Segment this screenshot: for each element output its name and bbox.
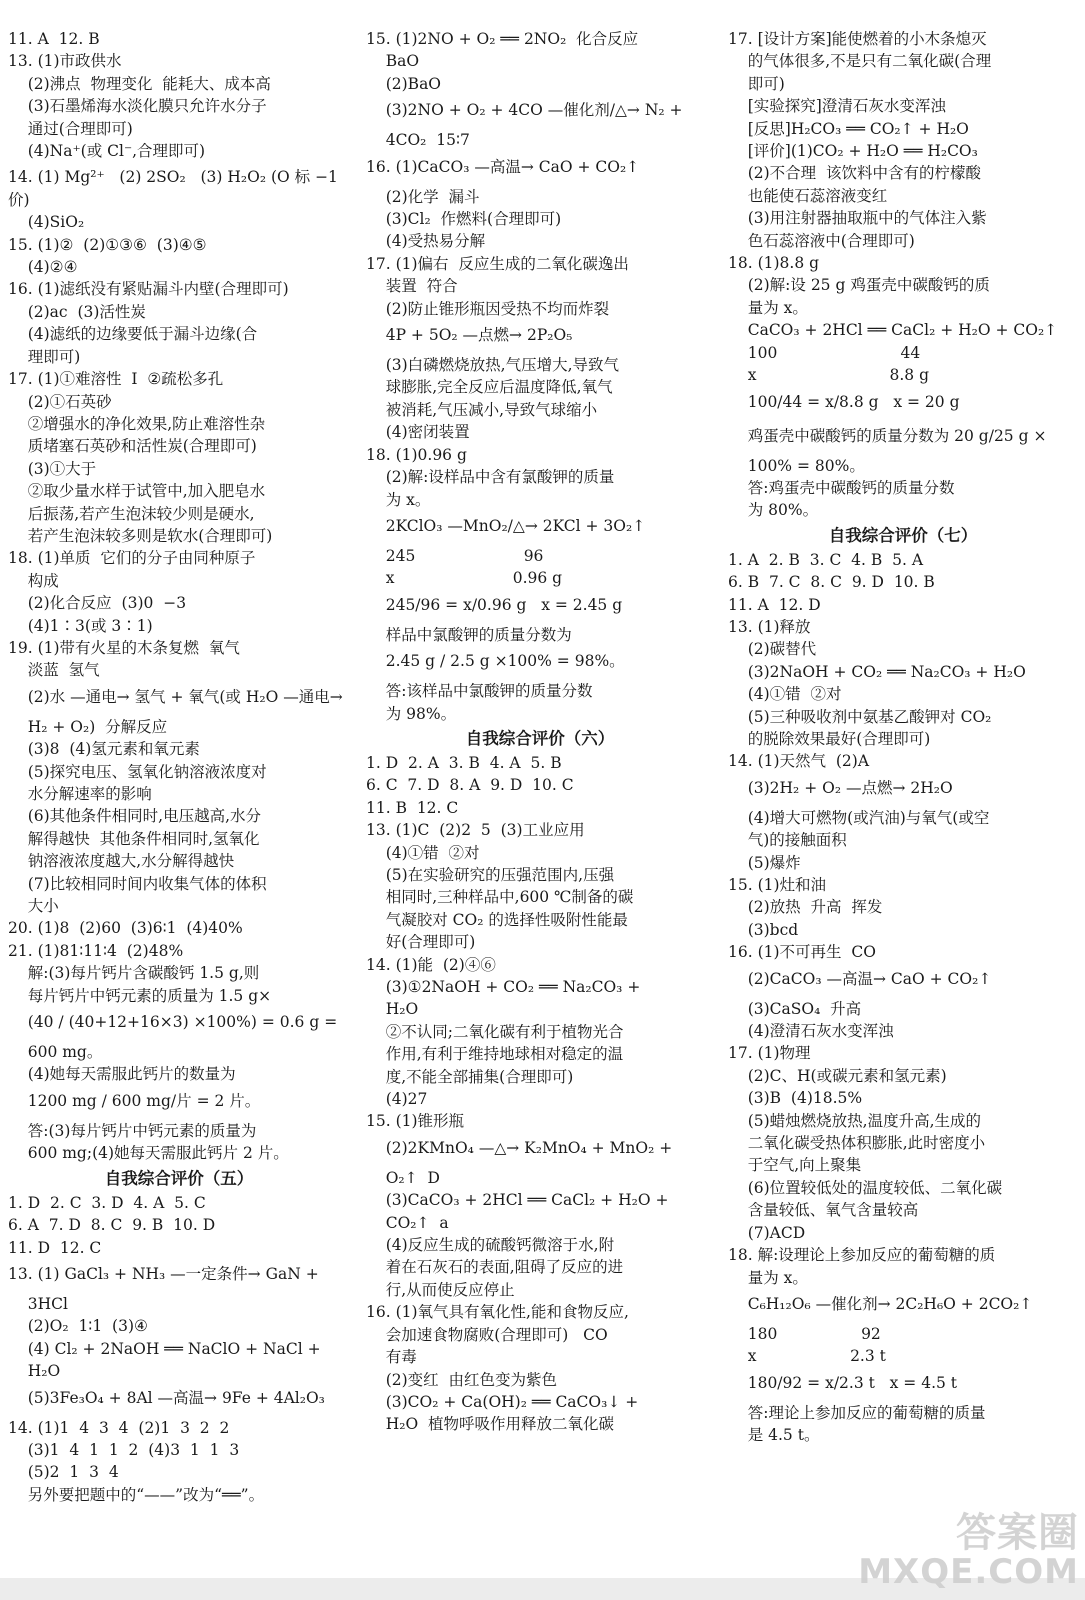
answer-line: 600 mg。 <box>8 1043 103 1062</box>
answer-line: (4)1∶3(或 3∶1) <box>8 616 153 635</box>
answer-line: 装置 符合 <box>366 277 458 296</box>
answer-line: 14. (1)1 4 3 4 (2)1 3 2 2 <box>8 1418 230 1437</box>
answer-line: 为 98%。 <box>366 704 457 723</box>
answer-line: 于空气,向上聚集 <box>728 1156 862 1175</box>
answer-line: (3)1 4 1 1 2 (4)3 1 1 3 <box>8 1440 240 1459</box>
answer-line: 6. B 7. C 8. C 9. D 10. B <box>728 573 935 592</box>
answer-line: x 2.3 t <box>728 1347 886 1366</box>
answer-line: (5)爆炸 <box>728 853 801 872</box>
answer-line: (2)碳替代 <box>728 640 817 659</box>
answer-line: 通过(合理即可) <box>8 119 133 138</box>
answer-line: (3)白磷燃烧放热,气压增大,导致气 <box>366 356 620 375</box>
answer-line: (6)其他条件相同时,电压越高,水分 <box>8 807 262 826</box>
answer-line: 16. (1)CaCO₃ —高温→ CaO + CO₂↑ <box>366 157 640 176</box>
answer-line: 气凝胶对 CO₂ 的选择性吸附性能最 <box>366 910 628 929</box>
answer-line: 13. (1)市政供水 <box>8 52 122 71</box>
answer-line: 21. (1)81∶11∶4 (2)48% <box>8 941 184 960</box>
answer-line: H₂ + O₂) 分解反应 <box>8 717 168 736</box>
answer-line: x 0.96 g <box>366 569 563 588</box>
section-heading: 自我综合评价（五） <box>104 1168 254 1188</box>
answer-line: (2)不合理 该饮料中含有的柠檬酸 <box>728 164 982 183</box>
answer-line: ②增强水的净化效果,防止难溶性杂 <box>8 414 266 433</box>
answer-line: (7)比较相同时间内收集气体的体积 <box>8 874 267 893</box>
answer-line: 15. (1)② (2)①③⑥ (3)④⑤ <box>8 235 207 254</box>
answer-line: 19. (1)带有火星的木条复燃 氧气 <box>8 638 240 657</box>
answer-line: (6)位置较低处的温度较低、二氧化碳 <box>728 1178 1003 1197</box>
answer-line: 13. (1)C (2)2 5 (3)工业应用 <box>366 821 585 840</box>
answer-line: 20. (1)8 (2)60 (3)6∶1 (4)40% <box>8 919 243 938</box>
site-watermark <box>858 1501 1079 1592</box>
watermark-url: MXQE.COM <box>858 1552 1079 1592</box>
answer-line: (3)B (4)18.5% <box>728 1089 863 1108</box>
answer-line: 100% = 80%。 <box>728 456 865 475</box>
answer-line: 答:(3)每片钙片中钙元素的质量为 <box>8 1121 257 1140</box>
answer-line: 二氧化碳受热体积膨胀,此时密度小 <box>728 1134 986 1153</box>
answer-line: 15. (1)2NO + O₂ ══ 2NO₂ 化合反应 <box>366 30 639 48</box>
answer-line: (7)ACD <box>728 1223 806 1242</box>
answer-line: 的脱除效果最好(合理即可) <box>728 729 931 748</box>
answer-line: (5)三种吸收剂中氨基乙酸钾对 CO₂ <box>728 707 992 726</box>
answer-line: 180 92 <box>728 1324 881 1343</box>
answer-line: 18. (1)8.8 g <box>728 254 820 273</box>
answer-line: 答:鸡蛋壳中碳酸钙的质量分数 <box>728 478 955 497</box>
answer-line: (2)ac (3)活性炭 <box>8 302 146 321</box>
answer-line: (2)2KMnO₄ —△→ K₂MnO₄ + MnO₂ + <box>366 1138 673 1157</box>
answer-line: (4)①错 ②对 <box>366 843 480 862</box>
answer-line: 6. C 7. D 8. A 9. D 10. C <box>366 776 574 795</box>
answer-line: 大小 <box>8 897 59 916</box>
answer-line: 也能使石蕊溶液变红 <box>728 186 888 205</box>
answer-line: 为 80%。 <box>728 501 819 520</box>
answer-line: 淡蓝 氢气 <box>8 661 100 680</box>
answer-line: 度,不能全部捕集(合理即可) <box>366 1067 574 1086</box>
watermark-logo-text: 答案圈 <box>956 1510 1079 1556</box>
section-heading: 自我综合评价（六） <box>465 728 615 748</box>
answer-line: BaO <box>366 52 420 71</box>
answer-line: H₂O 植物呼吸作用释放二氧化碳 <box>366 1415 615 1434</box>
answer-line: (3)CaSO₄ 升高 <box>728 999 862 1018</box>
answer-line: 球膨胀,完全反应后温度降低,氧气 <box>366 378 613 397</box>
answer-line: 1200 mg / 600 mg/片 = 2 片。 <box>8 1091 261 1110</box>
answer-line: (2)化合反应 (3)0 −3 <box>8 594 187 613</box>
answer-line: (3)2NaOH + CO₂ ══ Na₂CO₃ + H₂O <box>728 662 1026 681</box>
answer-line: 的气体很多,不是只有二氧化碳(合理 <box>728 52 992 71</box>
answer-line: 17. (1)偏右 反应生成的二氧化碳逸出 <box>366 254 629 273</box>
answer-line: 180/92 = x/2.3 t x = 4.5 t <box>728 1373 958 1392</box>
answer-line: [评价](1)CO₂ + H₂O ══ H₂CO₃ <box>728 142 978 161</box>
answer-line: 11. A 12. D <box>728 595 821 614</box>
answer-line: (3)石墨烯海水淡化膜只允许水分子 <box>8 97 267 116</box>
answer-line: H₂O <box>366 1000 419 1019</box>
answer-line: ②取少量水样于试管中,加入肥皂水 <box>8 482 266 501</box>
answer-line: (2)放热 升高 挥发 <box>728 898 883 917</box>
answer-line: 质堵塞石英砂和活性炭(合理即可) <box>8 437 257 456</box>
answer-line: (40 / (40+12+16×3) ×100%) = 0.6 g = <box>8 1013 338 1032</box>
answer-line: 构成 <box>8 571 59 590</box>
answer-line: (4)27 <box>366 1090 428 1109</box>
answer-line: 11. D 12. C <box>8 1238 102 1257</box>
answer-line: (3)①2NaOH + CO₂ ══ Na₂CO₃ + <box>366 978 641 996</box>
answer-line: O₂↑ D <box>366 1168 440 1187</box>
answer-line: (2)BaO <box>366 74 442 93</box>
answer-line: 3HCl <box>8 1294 68 1313</box>
answer-line: 14. (1) Mg²⁺ (2) 2SO₂ (3) H₂O₂ (O 标 −1 价) <box>8 168 343 209</box>
answer-line: 15. (1)灶和油 <box>728 876 827 894</box>
answer-line: (4)澄清石灰水变浑浊 <box>728 1022 894 1041</box>
answer-line: (2)C、H(或碳元素和氢元素) <box>728 1066 947 1085</box>
answer-line: 被消耗,气压减小,导致气球缩小 <box>366 400 598 419</box>
answer-line: 含量较低、氧气含量较高 <box>728 1201 919 1220</box>
answer-line: 若产生泡沫较多则是软水(合理即可) <box>8 526 273 545</box>
answer-line: (5)3Fe₃O₄ + 8Al —高温→ 9Fe + 4Al₂O₃ <box>8 1388 325 1407</box>
answer-line: CO₂↑ a <box>366 1213 449 1232</box>
answer-line: 16. (1)氧气具有氧化性,能和食物反应, <box>366 1303 629 1322</box>
answer-line: (2)防止锥形瓶因受热不均而炸裂 <box>366 299 610 318</box>
answer-line: 色石蕊溶液中(合理即可) <box>728 231 915 250</box>
answer-line: (4)滤纸的边缘要低于漏斗边缘(合 <box>8 325 258 344</box>
answer-line: (4) Cl₂ + 2NaOH ══ NaClO + NaCl + <box>8 1339 321 1358</box>
answer-line: 17. [设计方案]能使燃着的小木条熄灭 <box>728 30 987 48</box>
answer-line: 即可) <box>728 74 785 93</box>
answer-line: (2)化学 漏斗 <box>366 187 480 206</box>
answer-line: 100/44 = x/8.8 g x = 20 g <box>728 392 960 411</box>
answer-line: [实验探究]澄清石灰水变浑浊 <box>728 97 946 116</box>
section-heading: 自我综合评价（七） <box>828 525 978 545</box>
answer-line: (4)Na⁺(或 Cl⁻,合理即可) <box>8 142 206 161</box>
answer-line: 量为 x。 <box>728 1268 808 1287</box>
answer-line: 13. (1) GaCl₃ + NH₃ —一定条件→ GaN + <box>8 1264 319 1283</box>
answer-line: 13. (1)释放 <box>728 617 811 636</box>
answer-line: (2)O₂ 1∶1 (3)④ <box>8 1317 148 1336</box>
answer-line: (3)Cl₂ 作燃料(合理即可) <box>366 210 562 229</box>
answer-line: 17. (1)物理 <box>728 1044 811 1063</box>
answer-line: 另外要把题中的“——”改为“══”。 <box>8 1485 265 1504</box>
answer-line: 理即可) <box>8 347 81 366</box>
answer-line: 会加速食物腐败(合理即可) CO <box>366 1325 608 1344</box>
answer-line: 气)的接触面积 <box>728 831 847 850</box>
answer-line: 15. (1)锥形瓶 <box>366 1112 465 1131</box>
answer-line: (3)CaCO₃ + 2HCl ══ CaCl₂ + H₂O + <box>366 1191 669 1210</box>
answer-line: 245/96 = x/0.96 g x = 2.45 g <box>366 595 623 614</box>
answer-line: 14. (1)天然气 (2)A <box>728 752 870 771</box>
answer-line: 18. (1)单质 它们的分子由同种原子 <box>8 549 256 568</box>
answer-line: (4)受热易分解 <box>366 232 486 251</box>
answer-line: (3)2H₂ + O₂ —点燃→ 2H₂O <box>728 778 953 797</box>
answer-line: 1. D 2. C 3. D 4. A 5. C <box>8 1193 206 1212</box>
answer-line: x 8.8 g <box>728 366 929 385</box>
answer-line: 答:理论上参加反应的葡萄糖的质量 <box>728 1403 986 1422</box>
answer-line: 解得越快 其他条件相同时,氢氧化 <box>8 829 260 848</box>
answer-line: 14. (1)能 (2)④⑥ <box>366 955 496 974</box>
answer-line: (5)蜡烛燃烧放热,温度升高,生成的 <box>728 1111 982 1130</box>
answer-line: 着在石灰石的表面,阻碍了反应的进 <box>366 1258 624 1277</box>
answer-line: (2)①石英砂 <box>8 392 112 411</box>
answer-line: 4P + 5O₂ —点燃→ 2P₂O₅ <box>366 326 573 345</box>
answer-line: (5)探究电压、氢氧化钠溶液浓度对 <box>8 762 267 781</box>
answer-line: (2)沸点 物理变化 能耗大、成本高 <box>8 74 271 93</box>
answer-line: (4)反应生成的硫酸钙微溶于水,附 <box>366 1236 615 1255</box>
answer-line: (4)①错 ②对 <box>728 685 842 704</box>
answer-line: 245 96 <box>366 546 544 565</box>
answer-line: 2.45 g / 2.5 g ×100% = 98%。 <box>366 652 625 671</box>
answer-line: 1. D 2. A 3. B 4. A 5. B <box>366 753 562 772</box>
answer-line: 钠溶液浓度越大,水分解得越快 <box>8 852 235 871</box>
answer-line: ②不认同;二氧化碳有利于植物光合 <box>366 1022 624 1041</box>
answer-line: 18. (1)0.96 g <box>366 445 467 464</box>
answer-line: 为 x。 <box>366 490 431 509</box>
answer-line: (4)密闭装置 <box>366 423 470 442</box>
answer-column-left <box>8 28 350 1506</box>
answer-line: 2KClO₃ —MnO₂/△→ 2KCl + 3O₂↑ <box>366 516 646 535</box>
answer-line: 16. (1)不可再生 CO <box>728 943 876 962</box>
answer-line: 是 4.5 t。 <box>728 1426 820 1445</box>
answer-line: 16. (1)滤纸没有紧贴漏斗内壁(合理即可) <box>8 280 289 299</box>
answer-line: (5)2 1 3 4 <box>8 1463 119 1482</box>
answer-line: 样品中氯酸钾的质量分数为 <box>366 625 572 644</box>
answer-line: 行,从而使反应停止 <box>366 1280 515 1299</box>
answer-line: (3)8 (4)氢元素和氧元素 <box>8 740 200 759</box>
answer-column-middle <box>366 28 714 1436</box>
answer-line: (3)2NO + O₂ + 4CO —催化剂/△→ N₂ + <box>366 101 683 120</box>
answer-line: (3)CO₂ + Ca(OH)₂ ══ CaCO₃↓ + <box>366 1392 639 1411</box>
answer-line: 6. A 7. D 8. C 9. B 10. D <box>8 1216 216 1235</box>
answer-line: C₆H₁₂O₆ —催化剂→ 2C₂H₆O + 2CO₂↑ <box>728 1294 1033 1313</box>
answer-line: 11. A 12. B <box>8 30 100 48</box>
answer-line: 有毒 <box>366 1348 417 1367</box>
answer-line: 18. 解:设理论上参加反应的葡萄糖的质 <box>728 1246 996 1265</box>
answer-line: 答:该样品中氯酸钾的质量分数 <box>366 682 593 701</box>
answer-line: 量为 x。 <box>728 298 808 317</box>
answer-line: 600 mg;(4)她每天需服此钙片 2 片。 <box>8 1144 289 1163</box>
answer-line: 1. A 2. B 3. C 4. B 5. A <box>728 550 924 569</box>
answer-line: (4)SiO₂ <box>8 213 85 232</box>
answer-line: 好(合理即可) <box>366 933 476 952</box>
answer-line: 100 44 <box>728 343 921 362</box>
answer-line: (2)解:设样品中含有氯酸钾的质量 <box>366 468 615 487</box>
answer-line: 4CO₂ 15∶7 <box>366 131 470 150</box>
answer-line: (4)增大可燃物(或汽油)与氧气(或空 <box>728 808 990 827</box>
answer-line: (2)水 —通电→ 氢气 + 氧气(或 H₂O —通电→ <box>8 687 343 706</box>
answer-line: (4)她每天需服此钙片的数量为 <box>8 1065 236 1084</box>
answer-line: (2)CaCO₃ —高温→ CaO + CO₂↑ <box>728 969 992 988</box>
answer-line: 鸡蛋壳中碳酸钙的质量分数为 20 g/25 g × <box>728 426 1047 445</box>
answer-line: (2)解:设 25 g 鸡蛋壳中碳酸钙的质 <box>728 276 990 295</box>
answer-line: [反思]H₂CO₃ ══ CO₂↑ + H₂O <box>728 119 969 138</box>
answer-line: (2)变红 由红色变为紫色 <box>366 1370 558 1389</box>
answer-line: 相同时,三种样品中,600 ℃制备的碳 <box>366 888 634 907</box>
answer-line: 解:(3)每片钙片含碳酸钙 1.5 g,则 <box>8 964 260 983</box>
answer-line: 后振荡,若产生泡沫较少则是硬水, <box>8 504 255 523</box>
answer-line: (3)bcd <box>728 920 799 939</box>
answer-line: (3)用注射器抽取瓶中的气体注入紫 <box>728 209 987 228</box>
answer-line: 17. (1)①难溶性 Ⅰ ②疏松多孔 <box>8 370 224 389</box>
answer-line: 每片钙片中钙元素的质量为 1.5 g× <box>8 986 272 1005</box>
answer-line: (3)①大于 <box>8 459 97 478</box>
answer-line: 11. B 12. C <box>366 798 459 817</box>
answer-line: (4)②④ <box>8 258 78 277</box>
answer-line: CaCO₃ + 2HCl ══ CaCl₂ + H₂O + CO₂↑ <box>728 321 1058 340</box>
answer-line: 水分解速率的影响 <box>8 785 152 803</box>
answer-line: 作用,有利于维持地球相对稳定的温 <box>366 1045 624 1064</box>
answer-line: H₂O <box>8 1362 61 1381</box>
answer-line: (5)在实验研究的压强范围内,压强 <box>366 865 615 884</box>
answer-column-right <box>728 28 1078 1447</box>
